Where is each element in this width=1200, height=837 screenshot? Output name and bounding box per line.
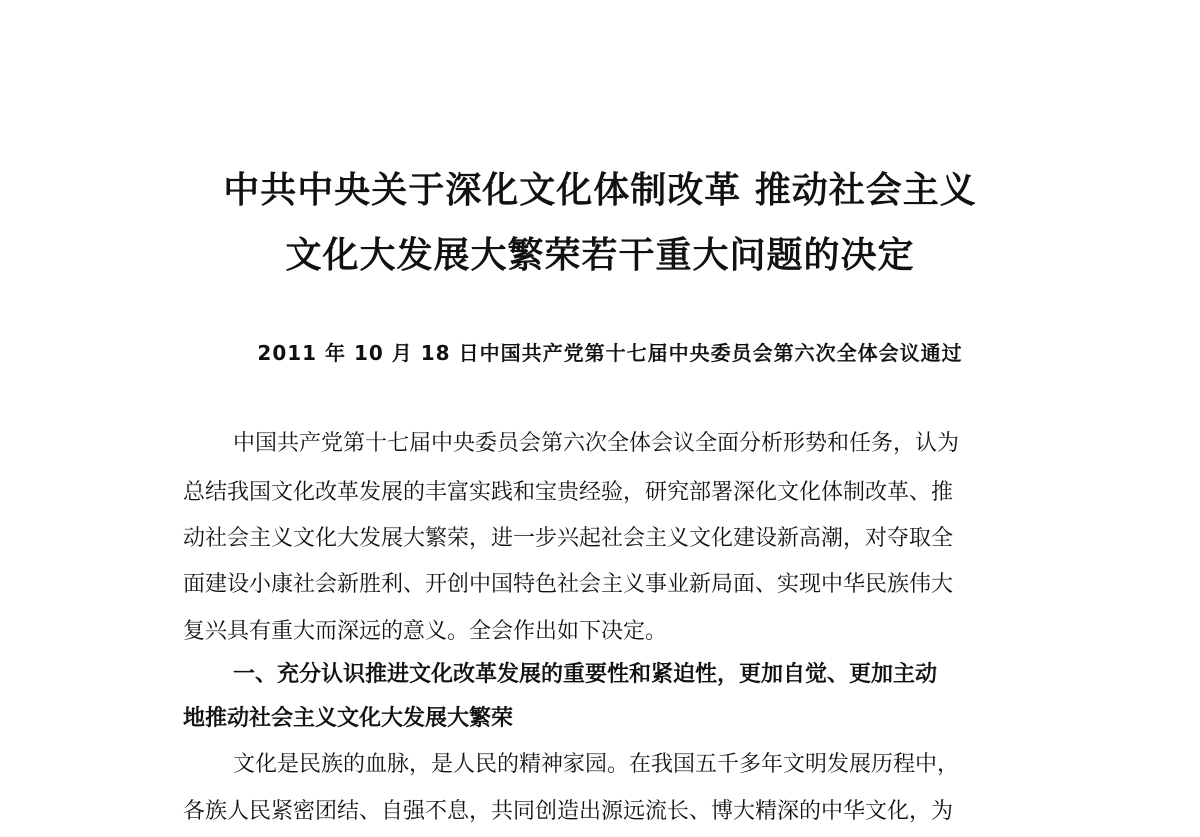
section-heading-line: 地推动社会主义文化大发展大繁荣 bbox=[183, 706, 514, 731]
paragraph-line: 面建设小康社会新胜利、开创中国特色社会主义事业新局面、实现中华民族伟大 bbox=[183, 572, 954, 597]
paragraph-line: 各族人民紧密团结、自强不息，共同创造出源远流长、博大精深的中华文化，为 bbox=[183, 799, 954, 824]
section-heading-line: 一、充分认识推进文化改革发展的重要性和紧迫性，更加自觉、更加主动 bbox=[233, 662, 938, 687]
paragraph-line: 动社会主义文化大发展大繁荣，进一步兴起社会主义文化建设新高潮，对夺取全 bbox=[183, 526, 954, 551]
document-title-line-2: 文化大发展大繁荣若干重大问题的决定 bbox=[285, 235, 915, 276]
paragraph-line: 文化是民族的血脉，是人民的精神家园。在我国五千多年文明发展历程中， bbox=[233, 752, 960, 777]
paragraph-line: 复兴具有重大而深远的意义。全会作出如下决定。 bbox=[183, 619, 668, 644]
document-subtitle: 2011 年 10 月 18 日中国共产党第十七届中央委员会第六次全体会议通过 bbox=[257, 341, 963, 365]
document-title-line-1: 中共中央关于深化文化体制改革 推动社会主义 bbox=[223, 170, 977, 211]
paragraph-line: 总结我国文化改革发展的丰富实践和宝贵经验，研究部署深化文化体制改革、推 bbox=[183, 480, 954, 505]
paragraph-line: 中国共产党第十七届中央委员会第六次全体会议全面分析形势和任务，认为 bbox=[233, 431, 960, 456]
